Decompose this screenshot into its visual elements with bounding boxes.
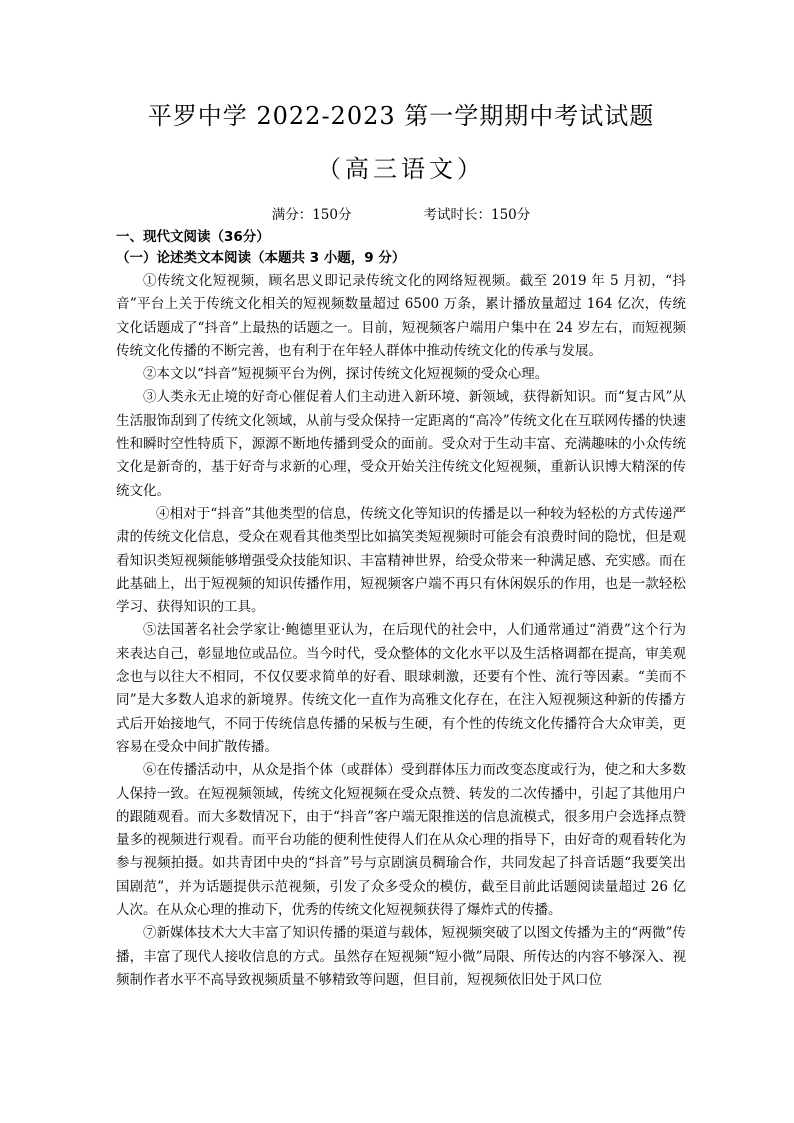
paragraph-3: ③人类永无止境的好奇心催促着人们主动进入新环境、新领域，获得新知识。而“复古风”从生活服饰刮到了传统文化领域，从前与受众保持一定距离的“高冷”传统文化在互联网传播的快速性和瞬时空性特质下，源源不断地传播到受众的面前。受众对于生动丰富、充满趣味的小众传统文化是新奇的，基于好奇与求新的心理，受众开始关注传统文化短视频，重新认识博大精深的传统文化。 bbox=[116, 389, 686, 499]
section-heading-modern-reading: 一、现代文阅读（36分） bbox=[116, 229, 270, 245]
reading-passage bbox=[116, 270, 686, 992]
subsection-heading-argumentative: （一）论述类文本阅读（本题共 3 小题，9 分） bbox=[116, 250, 406, 266]
paragraph-2: ②本文以“抖音”短视频平台为例，探讨传统文化短视频的受众心理。 bbox=[143, 366, 549, 383]
paragraph-7: ⑦新媒体技术大大丰富了知识传播的渠道与载体，短视频突破了以图文传播为主的“两微”传播，丰富了现代人接收信息的方式。虽然存在短视频“短小微”局限、所传达的内容不够深入、视频制作者水平不高导致视频质量不够精致等问题，但目前，短视频依旧处于风口位 bbox=[116, 925, 686, 988]
paragraph-4: ④相对于“抖音”其他类型的信息，传统文化等知识的传播是以一种较为轻松的方式传递严肃的传统文化信息，受众在观看其他类型比如搞笑类短视频时可能会有浪费时间的隐忧，但是观看知识类短视频能够增强受众技能知识、丰富精神世界，给受众带来一种满足感、充实感。而在此基础上，出于短视频的知识传播作用，短视频客户端不再只有休闲娱乐的作用，也是一款轻松学习、获得知识的工具。 bbox=[116, 505, 686, 616]
paragraph-5: ⑤法国著名社会学家让·鲍德里亚认为，在后现代的社会中，人们通常通过“消费”这个行为来表达自己，彰显地位或品位。当今时代，受众整体的文化水平以及生活格调都在提高，审美观念也与以往大不相同，不仅仅要求简单的好看、眼球刺激，还要有个性、流行等因素。“美而不同”是大多数人追求的新境界。传统文化一直作为高雅文化存在，在注入短视频这种新的传播方式后开始接地气，不同于传统信息传播的呆板与生硬，有个性的传统文化传播符合大众审美，更容易在受众中间扩散传播。 bbox=[116, 622, 686, 755]
exam-meta bbox=[116, 205, 686, 225]
time-limit: 考试时长：150分 bbox=[423, 207, 531, 223]
exam-subtitle: （高三语文） bbox=[317, 155, 485, 183]
paragraph-1: ①传统文化短视频，顾名思义即记录传统文化的网络短视频。截至 2019 年 5 月初，“抖音”平台上关于传统文化相关的短视频数量超过 6500 万条，累计播放量超过 164 亿次，传统文化话题成了“抖音”上最热的话题之一。目前，短视频客户端用户集中在 24 岁左右，而短视频传统文化传播的不断完善，也有利于在年轻人群体中推动传统文化的传承与发展。 bbox=[116, 273, 686, 359]
paragraph-6: ⑥在传播活动中，从众是指个体（或群体）受到群体压力而改变态度或行为，使之和大多数人保持一致。在短视频领域，传统文化短视频在受众点赞、转发的二次传播中，引起了其他用户的跟随观看。而大多数情况下，由于“抖音”客户端无限推送的信息流模式，很多用户会选择点赞量多的视频进行观看。而平台功能的便利性使得人们在从众心理的指导下，由好奇的观看转化为参与视频拍摄。如共青团中央的“抖音”号与京剧演员稠瑜合作，共同发起了抖音话题“我要笑出国剧范”，并为话题提供示范视频，引发了众多受众的模仿，截至目前此话题阅读量超过 26 亿人次。在从众心理的推动下，优秀的传统文化短视频获得了爆炸式的传播。 bbox=[116, 762, 686, 919]
exam-title: 平罗中学 2022-2023 第一学期期中考试试题 bbox=[147, 102, 655, 130]
full-score: 满分：150分 bbox=[271, 207, 352, 223]
